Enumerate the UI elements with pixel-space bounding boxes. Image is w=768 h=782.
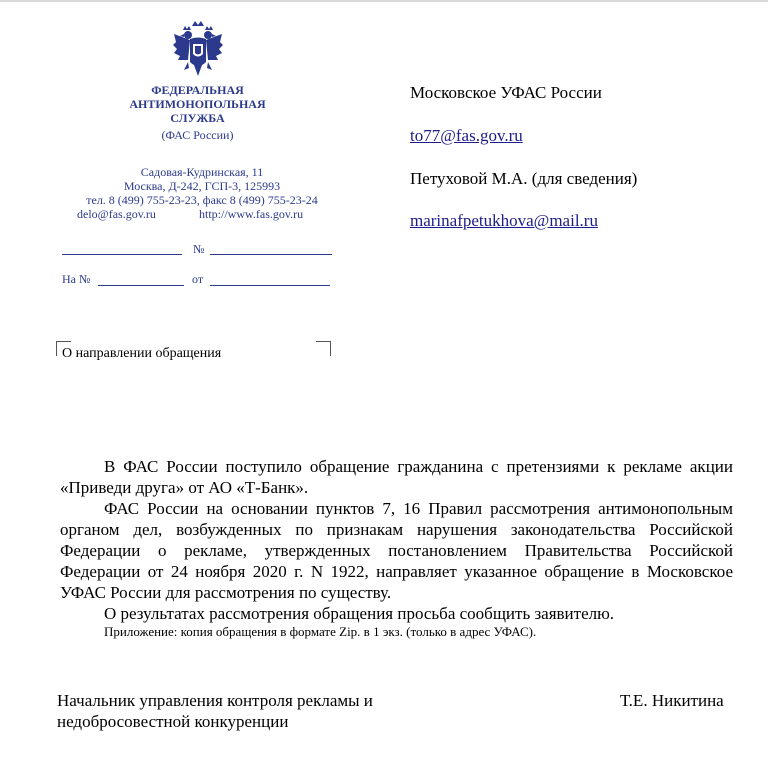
letter-body bbox=[60, 456, 733, 640]
org-name-line-1: ФЕДЕРАЛЬНАЯ bbox=[151, 83, 244, 97]
phone-fax-line: тел. 8 (499) 755-23-23, факс 8 (499) 755-23-24 bbox=[86, 193, 318, 207]
number-label: № bbox=[193, 242, 205, 256]
letter-subject: О направлении обращения bbox=[62, 346, 222, 361]
body-paragraph-2: ФАС России на основании пунктов 7, 16 Правил рассмотрения антимонопольным органом дел, возбужденных по признакам нарушения законодательства Российской Федерации о рекламе, утвержденных постановлением Правительства Российской Федерации от 24 ноября 2020 г. N 1922, направляет указанное обращение в Московское УФАС России для рассмотрения по существу. bbox=[60, 499, 733, 602]
letterhead-website: http://www.fas.gov.ru bbox=[199, 207, 304, 221]
ref-number-label: На № bbox=[62, 272, 91, 286]
signatory-position bbox=[57, 690, 373, 732]
body-paragraph-1: В ФАС России поступило обращение гражданина с претензиями к рекламе акции «Приведи друга» от АО «Т-Банк». bbox=[60, 457, 733, 497]
ref-date-label: от bbox=[192, 272, 204, 286]
letterhead-email: delo@fas.gov.ru bbox=[77, 207, 156, 221]
position-line-1: Начальник управления контроля рекламы и bbox=[57, 691, 373, 710]
recipient-office-email-link[interactable]: to77@fas.gov.ru bbox=[410, 126, 523, 145]
signatory-name: Т.Е. Никитина bbox=[620, 691, 724, 710]
recipient-office: Московское УФАС России bbox=[410, 83, 602, 102]
ref-date-line bbox=[210, 285, 330, 286]
position-line-2: недобросовестной конкуренции bbox=[57, 712, 289, 731]
copy-recipient: Петуховой М.А. (для сведения) bbox=[410, 169, 638, 188]
address-street: Садовая-Кудринская, 11 bbox=[140, 165, 264, 179]
org-name-line-3: СЛУЖБА bbox=[170, 111, 225, 125]
address-city: Москва, Д-242, ГСП-3, 125993 bbox=[123, 179, 281, 193]
organization-short-name: (ФАС России) bbox=[161, 128, 234, 142]
coat-of-arms-icon bbox=[172, 20, 224, 80]
org-name-line-2: АНТИМОНОПОЛЬНАЯ bbox=[129, 97, 266, 111]
copy-recipient-email-link[interactable]: marinafpetukhova@mail.ru bbox=[410, 211, 598, 230]
outgoing-number-line bbox=[210, 254, 332, 255]
outgoing-date-line bbox=[62, 254, 182, 255]
subject-corner-right bbox=[316, 341, 331, 356]
organization-name bbox=[100, 83, 295, 125]
page-top-edge bbox=[0, 0, 768, 2]
body-paragraph-3: О результатах рассмотрения обращения просьба сообщить заявителю. bbox=[104, 604, 615, 623]
attachment-note: Приложение: копия обращения в формате Zip. в 1 экз. (только в адрес УФАС). bbox=[104, 624, 537, 639]
ref-number-line bbox=[98, 285, 184, 286]
